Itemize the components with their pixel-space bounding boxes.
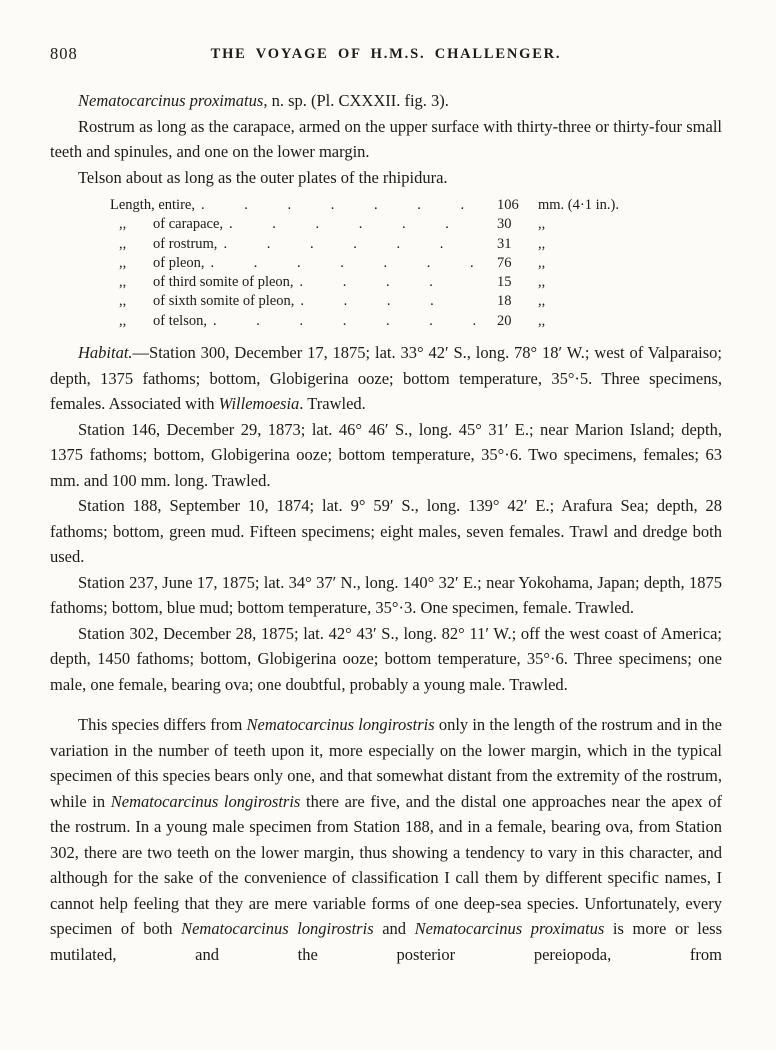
paragraph-station-188: Station 188, September 10, 1874; lat. 9° 59′ S., long. 139° 42′ E.; Arafura Sea; depth, 28 fathoms; bottom, green mud. Fifteen specimens; eight males, seven females. Trawl and dredge both used. — [50, 496, 722, 567]
species-name: Nematocarcinus longirostris — [246, 715, 435, 735]
measurement-label: of carapace, — [153, 216, 224, 233]
dot-leader: . . . . . . . — [210, 254, 474, 271]
measurement-value: 20 — [497, 312, 512, 329]
measurement-unit: ,, — [538, 235, 546, 252]
text-segment: and — [373, 919, 415, 939]
page-body — [50, 88, 722, 967]
measurement-value: 30 — [497, 216, 512, 233]
page-header — [50, 42, 722, 66]
measurement-label: of pleon, — [153, 254, 205, 271]
dot-leader: . . . . . . . — [200, 197, 465, 213]
measurement-label: of telson, — [153, 312, 207, 329]
species-heading-rest: , n. sp. (Pl. CXXXII. fig. 3). — [263, 91, 449, 110]
paragraph-discussion — [50, 712, 722, 967]
measurements-table — [110, 196, 670, 331]
measurement-unit: ,, — [538, 312, 546, 329]
dot-leader: . . . . . . — [223, 235, 444, 252]
species-name: Nematocarcinus proximatus — [78, 91, 264, 110]
measurement-label: of sixth somite of pleon, — [153, 293, 295, 310]
ditto-mark: ,, — [119, 312, 127, 329]
dot-leader: . . . . — [299, 274, 433, 291]
measurement-value: 76 — [497, 254, 512, 271]
ditto-mark: ,, — [119, 235, 127, 252]
text-segment: This species differs from — [78, 715, 247, 735]
measurement-label: Length, entire, — [110, 197, 195, 213]
dot-leader: . . . . . . . — [212, 312, 477, 329]
measurement-row — [110, 312, 670, 331]
paragraph-rostrum: Rostrum as long as the carapace, armed on the upper surface with thirty-three or thirty-four small teeth and spinules, and one on the lower margin. — [50, 116, 722, 161]
text-segment: there are five, and the distal one approaches near the apex of the rostrum. In a young male specimen from Station 188, and in a female, bearing ova, from Station 302, there are two teeth on the lower margin, thus showing a tendency to vary in this character, and although for the sake of the convenience of classification I call them by different specific names, I cannot help feeling that they are mere variable forms of one deep-sea species. Unfortunately, every specimen of both — [50, 791, 723, 939]
measurement-label: of third somite of pleon, — [153, 274, 294, 291]
measurement-row — [110, 254, 670, 273]
ditto-mark: ,, — [119, 274, 127, 291]
measurement-unit: ,, — [538, 254, 546, 271]
species-name: Nematocarcinus longirostris — [181, 919, 374, 939]
measurement-row — [110, 273, 670, 292]
species-name: Nematocarcinus proximatus — [414, 919, 605, 939]
running-title: THE VOYAGE OF H.M.S. CHALLENGER. — [210, 46, 562, 62]
paragraph-station-237: Station 237, June 17, 1875; lat. 34° 37′ N., long. 140° 32′ E.; near Yokohama, Japan; depth, 1875 fathoms; bottom, blue mud; bottom temperature, 35°·3. One specimen, female. Trawled. — [50, 572, 722, 618]
paragraph-station-302: Station 302, December 28, 1875; lat. 42° 43′ S., long. 82° 11′ W.; off the west coast of America; depth, 1450 fathoms; bottom, Globigerina ooze; bottom temperature, 35°·6. Three specimens; one male, one female, bearing ova; one doubtful, probably a young male. Trawled. — [50, 623, 722, 694]
species-heading — [50, 88, 722, 114]
dot-leader: . . . . . . — [229, 216, 449, 233]
measurement-unit: ,, — [538, 216, 546, 233]
measurement-unit: ,, — [538, 293, 546, 310]
text-segment: —Station 300, December 17, 1875; lat. 33° 42′ S., long. 78° 18′ W.; west of Valparaiso; depth, 1375 fathoms; bottom, Globigerina ooze; bottom temperature, 35°·5. Three specimens, females. Associated with — [50, 343, 722, 414]
measurement-value: 31 — [497, 235, 512, 252]
text-segment: . Trawled. — [299, 394, 366, 414]
measurement-unit: ,, — [538, 274, 546, 291]
measurement-unit: mm. (4·1 in.). — [538, 197, 619, 213]
page-number: 808 — [50, 44, 78, 63]
measurement-value: 106 — [497, 197, 519, 213]
measurement-value: 18 — [497, 293, 512, 310]
paragraph-station-146: Station 146, December 29, 1873; lat. 46° 46′ S., long. 45° 31′ E.; near Marion Island; depth, 1375 fathoms; bottom, Globigerina ooze; bottom temperature, 35°·6. Two specimens, females; 63 mm. and 100 mm. long. Trawled. — [50, 419, 722, 490]
measurement-value: 15 — [497, 274, 512, 291]
habitat-label: Habitat. — [78, 343, 133, 363]
text-segment: is more or less mutilated, and the posterior pereiopoda, from — [50, 919, 723, 964]
paragraph-telson: Telson about as long as the outer plates of the rhipidura. — [78, 167, 448, 187]
text-segment: only in the length of the rostrum and in the variation in the number of teeth upon it, more especially on the lower margin, which in the typical specimen of this species bears only one, and that somewhat distant from the extremity of the rostrum, while in — [50, 715, 722, 811]
dot-leader: . . . . — [300, 293, 434, 310]
ditto-mark: ,, — [119, 216, 127, 233]
measurement-row — [110, 196, 670, 215]
measurement-label: of rostrum, — [153, 235, 218, 252]
species-name: Nematocarcinus longirostris — [110, 791, 301, 811]
measurement-row — [110, 235, 670, 254]
genus-name: Willemoesia — [218, 394, 300, 414]
paragraph-habitat — [50, 340, 722, 417]
ditto-mark: ,, — [119, 254, 127, 271]
ditto-mark: ,, — [119, 293, 127, 310]
measurement-row — [110, 292, 670, 311]
measurement-row — [110, 215, 670, 234]
